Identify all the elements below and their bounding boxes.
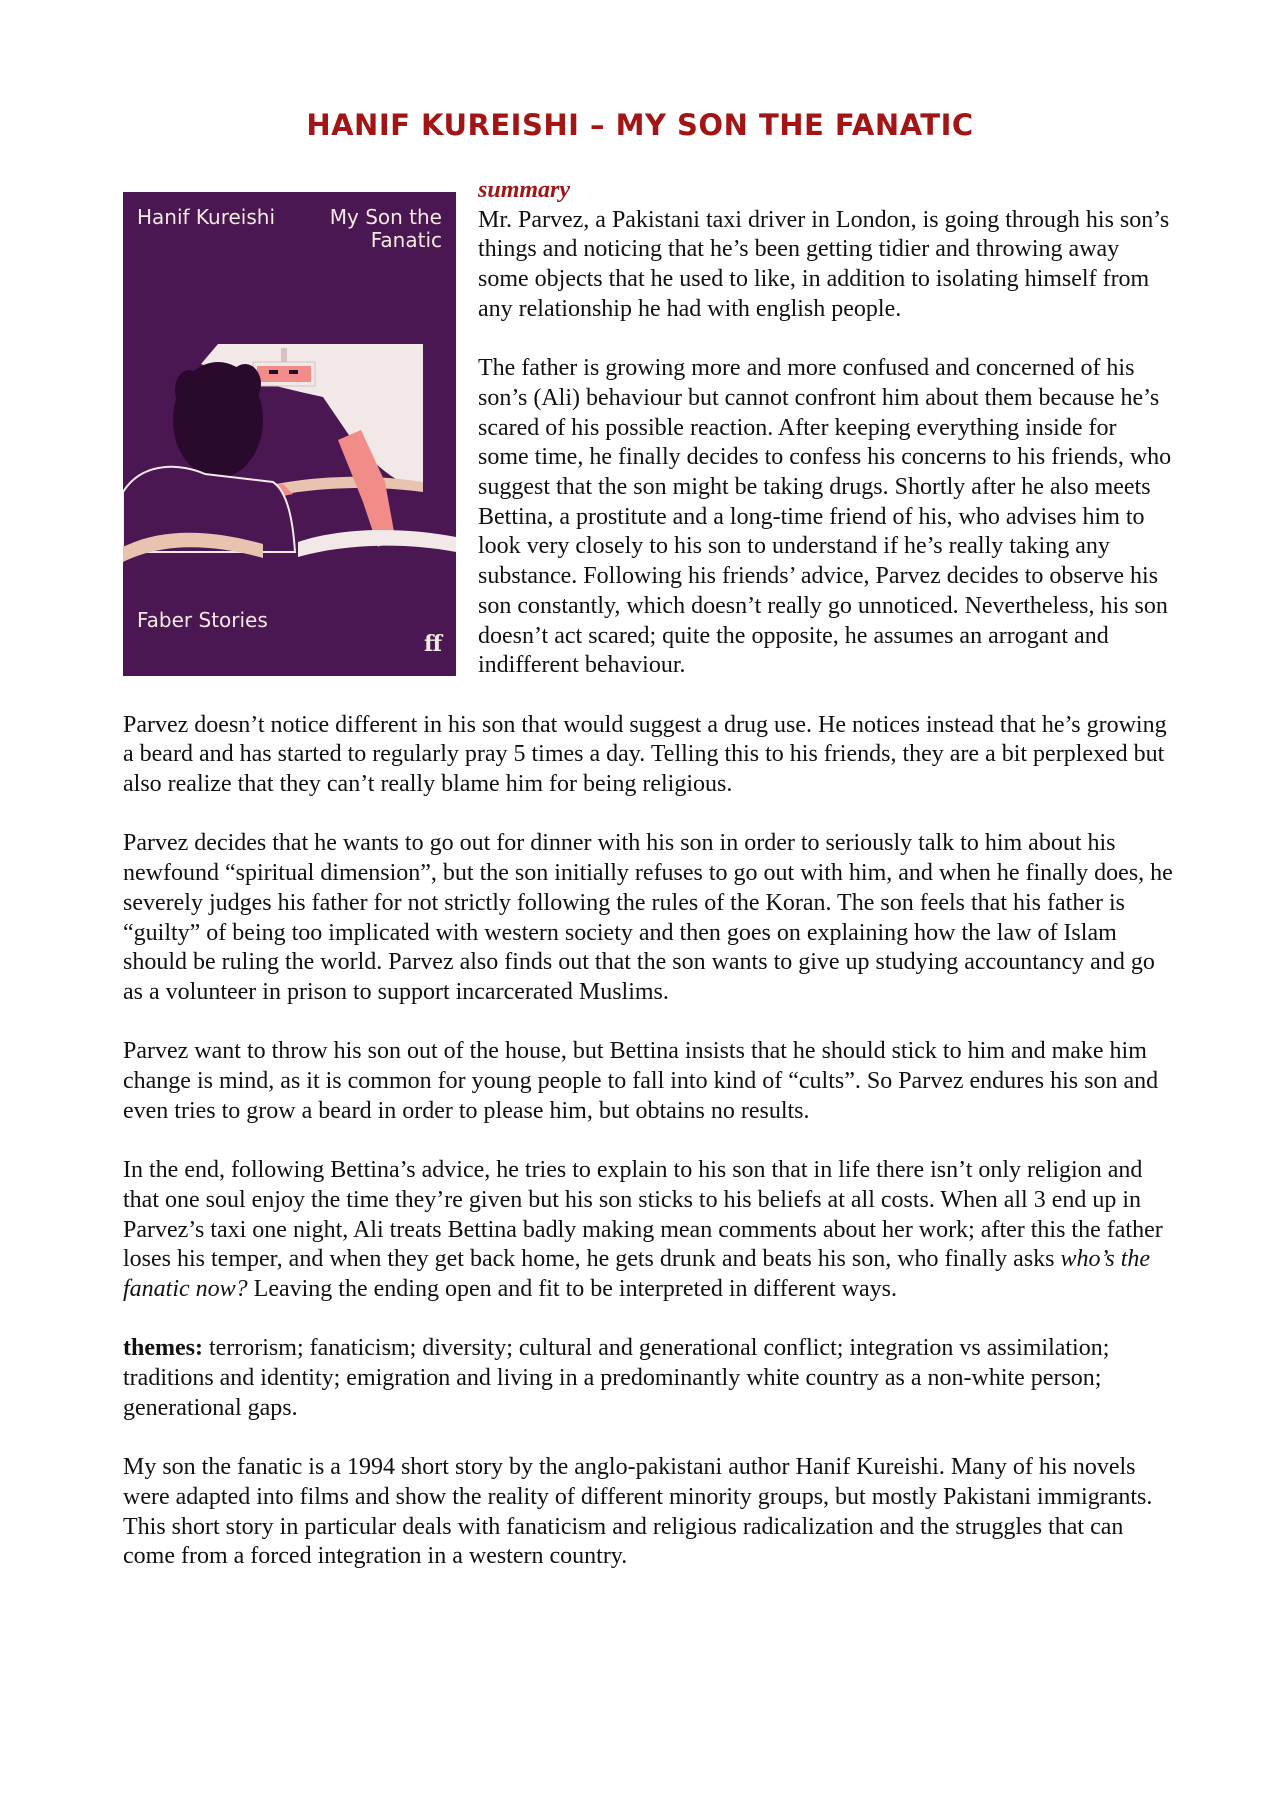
paragraph-5: Parvez want to throw his son out of the house, but Bettina insists that he should stick to him and make him change is mind, as it is common for young people to fall into kind of “cults”. So Parvez endures his son and even tries to grow a beard in order to please him, but obtains no results. bbox=[123, 1038, 1159, 1124]
cover-series: Faber Stories bbox=[137, 608, 268, 633]
book-cover-image bbox=[123, 192, 456, 676]
paragraph-8: My son the fanatic is a 1994 short story by the anglo-pakistani author Hanif Kureishi. Many of his novels were adapted into films and show the reality of different minority groups, but mostly Pakistani immigrants. This short story in particular deals with fanaticism and religious radicalization and the struggles that can come from a forced integration in a western country. bbox=[123, 1454, 1153, 1570]
paragraph-2: The father is growing more and more confused and concerned of his son’s (Ali) behaviour but cannot confront him about them because he’s scared of his possible reaction. After keeping everything inside for some time, he finally decides to confess his concerns to his friends, who suggest that the son might be taking drugs. Shortly after he also meets Bettina, a prostitute and a long-time friend of his, who advises him to look very closely to his son to understand if he’s really taking any substance. Following his friends’ advice, Parvez decides to observe his son constantly, which doesn’t really go unnoticed. Nevertheless, his son doesn’t act scared; quite the opposite, he assumes an arrogant and indifferent behaviour. bbox=[478, 355, 1172, 679]
paragraph-4: Parvez decides that he wants to go out for dinner with his son in order to seriously talk to him about his newfound “spiritual dimension”, but the son initially refuses to go out with him, and when he finally does, he severely judges his father for not strictly following the rules of the Koran. The son feels that his father is “guilty” of being too implicated with western society and then goes on explaining how the law of Islam should be ruling the world. Parvez also finds out that the son wants to give up studying accountancy and go as a volunteer in prison to support incarcerated Muslims. bbox=[123, 830, 1173, 1005]
themes-paragraph bbox=[123, 1334, 1173, 1423]
cover-book-title: My Son the Fanatic bbox=[329, 205, 442, 252]
themes-label: themes: bbox=[123, 1335, 203, 1362]
fanatic-question: who’s the fanatic now? bbox=[123, 1246, 1151, 1302]
paragraph-3: Parvez doesn’t notice different in his son that would suggest a drug use. He notices instead that he’s growing a beard and has started to regularly pray 5 times a day. Telling this to his friends, they are a bit perplexed but also realize that they can’t really blame him for being religious. bbox=[123, 711, 1167, 798]
paragraph-6-ending: Leaving the ending open and fit to be interpreted in different ways. bbox=[247, 1275, 898, 1302]
publisher-logo: ff bbox=[423, 631, 442, 658]
paragraph-6 bbox=[123, 1156, 1173, 1305]
document-title: HANIF KUREISHI – MY SON THE FANATIC bbox=[306, 108, 974, 142]
paragraph-1: Mr. Parvez, a Pakistani taxi driver in London, is going through his son’s things and noticing that he’s been getting tidier and throwing away some objects that he used to like, in addition to isolating himself from any relationship he had with english people. bbox=[478, 206, 1170, 322]
cover-author: Hanif Kureishi bbox=[137, 205, 276, 229]
cover-illustration bbox=[123, 192, 456, 676]
paragraph-6-text: In the end, following Bettina’s advice, he tries to explain to his son that in life there isn’t only religion and that one soul enjoy the time they’re given but his son sticks to his beliefs at all costs. When all 3 end up in Parvez’s taxi one night, Ali treats Bettina badly making mean comments about her work; after this the father loses his temper, and when they get back home, he gets drunk and beats his son, who finally asks bbox=[123, 1157, 1163, 1273]
themes-list: terrorism; fanaticism; diversity; cultural and generational conflict; integration vs assimilation; traditions and identity; emigration and living in a predominantly white country as a non-white person; generational gaps. bbox=[123, 1335, 1110, 1421]
summary-heading: summary bbox=[478, 177, 571, 203]
document-body bbox=[123, 176, 1173, 1602]
